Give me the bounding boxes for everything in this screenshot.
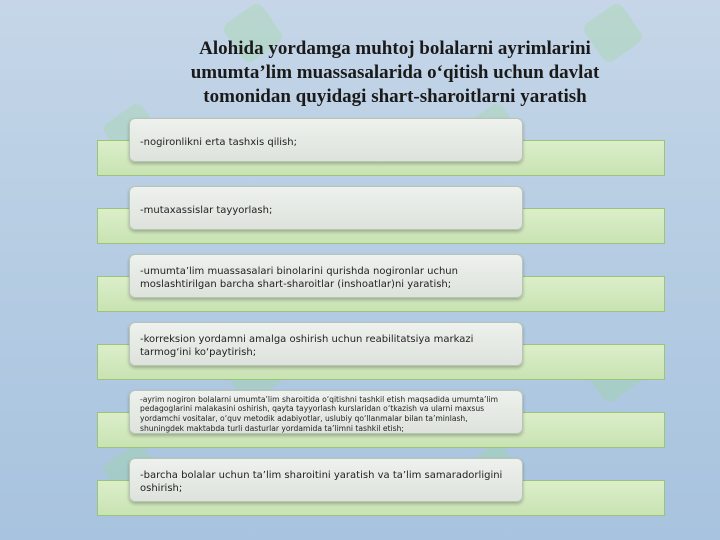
list-item-text: -mutaxassislar tayyorlash; — [140, 204, 273, 216]
slide-title: Alohida yordamga muhtoj bolalarni ayrimlarini umumta’lim muassasalarida o‘qitish uchun davlat tomonidan quyidagi shart-sharoitlarni yaratish — [190, 38, 600, 107]
list-item — [129, 254, 523, 298]
list-item-text: -barcha bolalar uchun ta’lim sharoitini yaratish va ta’lim samaradorligini oshirish; — [140, 470, 503, 494]
list-item-text: -korreksion yordamni amalga oshirish uchun reabilitatsiya markazi tarmog‘ini ko‘paytirish; — [140, 334, 474, 358]
list-item-text: -nogironlikni erta tashxis qilish; — [140, 136, 297, 148]
list-item — [129, 322, 523, 366]
list-item — [129, 390, 523, 434]
list-item-text: -ayrim nogiron bolalarni umumta’lim sharoitida o‘qitishni tashkil etish maqsadida umumta’lim pedagoglarini malakasini oshirish, qayta tayyorlash kurslaridan o‘tkazish va ularni maxsus yordamchi vositalar, o‘quv metodik adabiyotlar, uslubiy qo‘llanmalar bilan ta’minlash, shuningdek maktabda turli dasturlar yordamida ta’limni tashkil etish; — [140, 394, 499, 433]
list-item — [129, 458, 523, 502]
list-item — [129, 186, 523, 230]
list-item-text: -umumta’lim muassasalari binolarini qurishda nogironlar uchun moslashtirilgan barcha shart-sharoitlar (inshoatlar)ni yaratish; — [140, 266, 458, 290]
list-item — [129, 118, 523, 162]
